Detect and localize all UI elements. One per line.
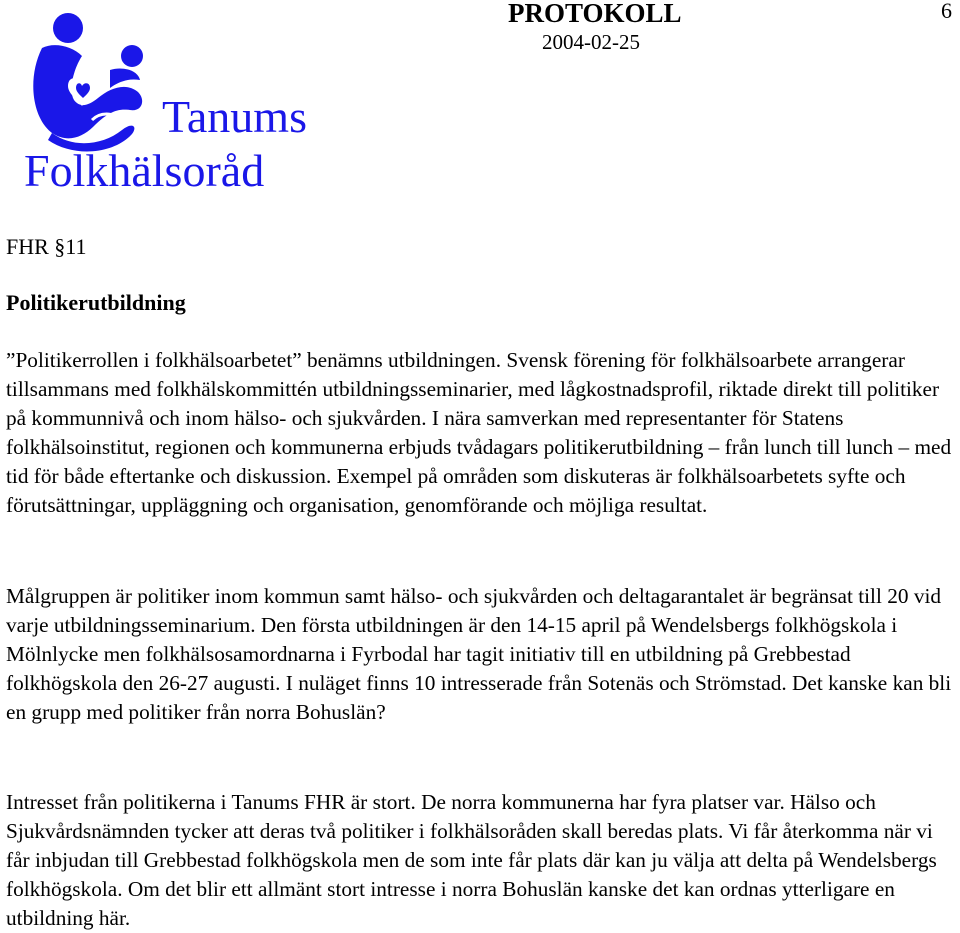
document-date: 2004-02-25 [542, 30, 640, 54]
section-reference: FHR §11 [6, 234, 87, 259]
logo-text-folkhalsorad: Folkhälsoråd [24, 145, 265, 196]
document-title: PROTOKOLL [508, 0, 682, 28]
logo-text-tanums: Tanums [162, 91, 307, 142]
paragraph: Intresset från politikerna i Tanums FHR är stort. De norra kommunerna har fyra platser var. Hälso och Sjukvårdsnämnden tycker att deras två politiker i folkhälsoråden skall beredas plats. Vi får återkomma när vi får inbjudan till Grebbestad folkhögskola men de som inte får plats där kan ju välja att delta på Wendelsbergs folkhögskola. Om det blir ett allmänt stort intresse i norra Bohuslän kanske det kan ordnas ytterligare en utbildning här. [6, 790, 937, 930]
organization-logo [22, 8, 322, 196]
page-number: 6 [941, 0, 952, 23]
paragraph: ”Politikerrollen i folkhälsoarbetet” benämns utbildningen. Svensk förening för folkhälsoarbete arrangerar tillsammans med folkhälskommittén utbildningsseminarier, med lågkostnadsprofil, riktade direkt till politiker på kommunnivå och inom hälso- och sjukvården. I nära samverkan med representanter för Statens folkhälsoinstitut, regionen och kommunerna erbjuds tvådagars politikerutbildning – från lunch till lunch – med tid för både eftertanke och diskussion. Exempel på områden som diskuteras är folkhälsoarbetets syfte och förutsättningar, uppläggning och organisation, genomförande och möjliga resultat. [6, 348, 952, 517]
section-title: Politikerutbildning [6, 290, 186, 315]
paragraph: Målgruppen är politiker inom kommun samt hälso- och sjukvården och deltagarantalet är begränsat till 20 vid varje utbildningsseminarium. Den första utbildningen är den 14-15 april på Wendelsbergs folkhögskola i Mölnlycke men folkhälsosamordnarna i Fyrbodal har tagit initiativ till en utbildning på Grebbestad folkhögskola den 26-27 augusti. I nuläget finns 10 intresserade från Sotenäs och Strömstad. Det kanske kan bli en grupp med politiker från norra Bohuslän? [6, 584, 952, 724]
